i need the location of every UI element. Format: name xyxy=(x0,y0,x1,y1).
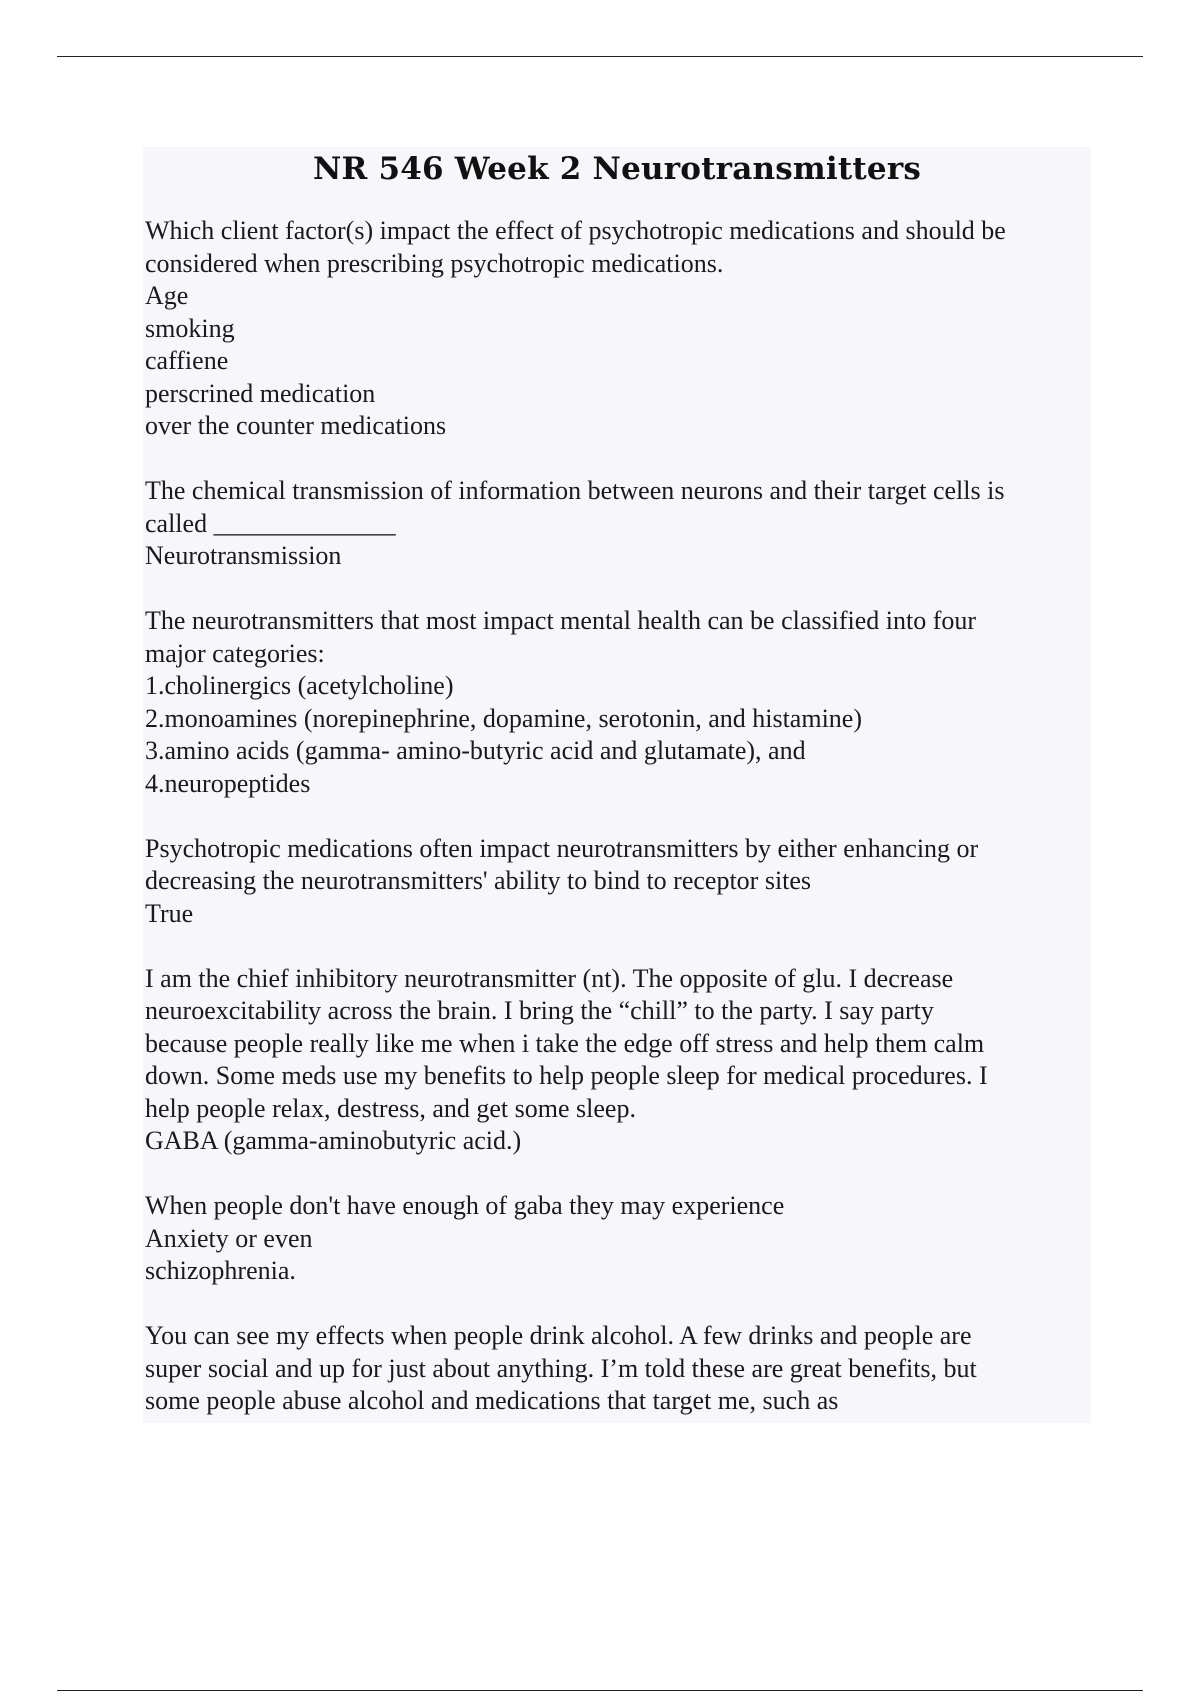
page-top-rule xyxy=(57,56,1143,57)
answer-line: 2.monoamines (norepinephrine, dopamine, serotonin, and histamine) xyxy=(145,703,862,733)
question-line: some people abuse alcohol and medications that target me, such as xyxy=(145,1386,839,1415)
question-line: major categories: xyxy=(145,638,325,668)
qa-section-gaba-deficiency xyxy=(145,1190,1089,1288)
answer-line: 3.amino acids (gamma- amino-butyric acid and glutamate), and xyxy=(145,736,806,765)
answer-line: Age xyxy=(145,281,189,310)
question-line: I am the chief inhibitory neurotransmitter (nt). The opposite of glu. I decrease xyxy=(145,963,954,993)
qa-section-categories xyxy=(145,605,1089,800)
question-line: considered when prescribing psychotropic medications. xyxy=(145,248,724,278)
answer-line: over the counter medications xyxy=(145,411,447,440)
question-line: because people really like me when i take the edge off stress and help them calm xyxy=(145,1028,985,1058)
question-line: called ______________ xyxy=(145,508,396,538)
question-line: You can see my effects when people drink alcohol. A few drinks and people are xyxy=(145,1321,972,1350)
answer-line: 1.cholinergics (acetylcholine) xyxy=(145,671,454,700)
question-line: decreasing the neurotransmitters' ability to bind to receptor sites xyxy=(145,866,812,895)
question-line: super social and up for just about anything. I’m told these are great benefits, but xyxy=(145,1353,977,1383)
document-title: NR 546 Week 2 Neurotransmitters xyxy=(312,151,922,187)
qa-section-gaba xyxy=(145,963,1089,1158)
question-line: neuroexcitability across the brain. I bring the “chill” to the party. I say party xyxy=(145,996,934,1025)
answer-line: caffiene xyxy=(145,346,229,375)
answer-line: 4.neuropeptides xyxy=(145,768,311,798)
qa-section-client-factors xyxy=(145,215,1089,443)
answer-line: Neurotransmission xyxy=(145,541,342,570)
answer-line: schizophrenia. xyxy=(145,1256,296,1285)
answer-line: Anxiety or even xyxy=(145,1223,313,1253)
question-line: The chemical transmission of information between neurons and their target cells is xyxy=(145,476,1005,505)
answer-line: perscrined medication xyxy=(145,378,376,408)
document-body xyxy=(145,215,1089,1418)
question-line: When people don't have enough of gaba they may experience xyxy=(145,1191,785,1220)
page-bottom-rule xyxy=(57,1690,1143,1691)
question-line: Which client factor(s) impact the effect of psychotropic medications and should be xyxy=(145,216,1006,245)
qa-section-neurotransmission xyxy=(145,475,1089,573)
question-line: down. Some meds use my benefits to help people sleep for medical procedures. I xyxy=(145,1061,988,1090)
question-line: The neurotransmitters that most impact mental health can be classified into four xyxy=(145,606,977,635)
qa-section-alcohol xyxy=(145,1320,1089,1418)
answer-line: GABA (gamma-aminobutyric acid.) xyxy=(145,1126,522,1155)
question-line: help people relax, destress, and get some sleep. xyxy=(145,1093,636,1123)
document-content xyxy=(143,147,1091,1423)
qa-section-psychotropic-impact xyxy=(145,833,1089,931)
answer-line: True xyxy=(145,898,194,928)
answer-line: smoking xyxy=(145,313,235,343)
question-line: Psychotropic medications often impact neurotransmitters by either enhancing or xyxy=(145,833,979,863)
